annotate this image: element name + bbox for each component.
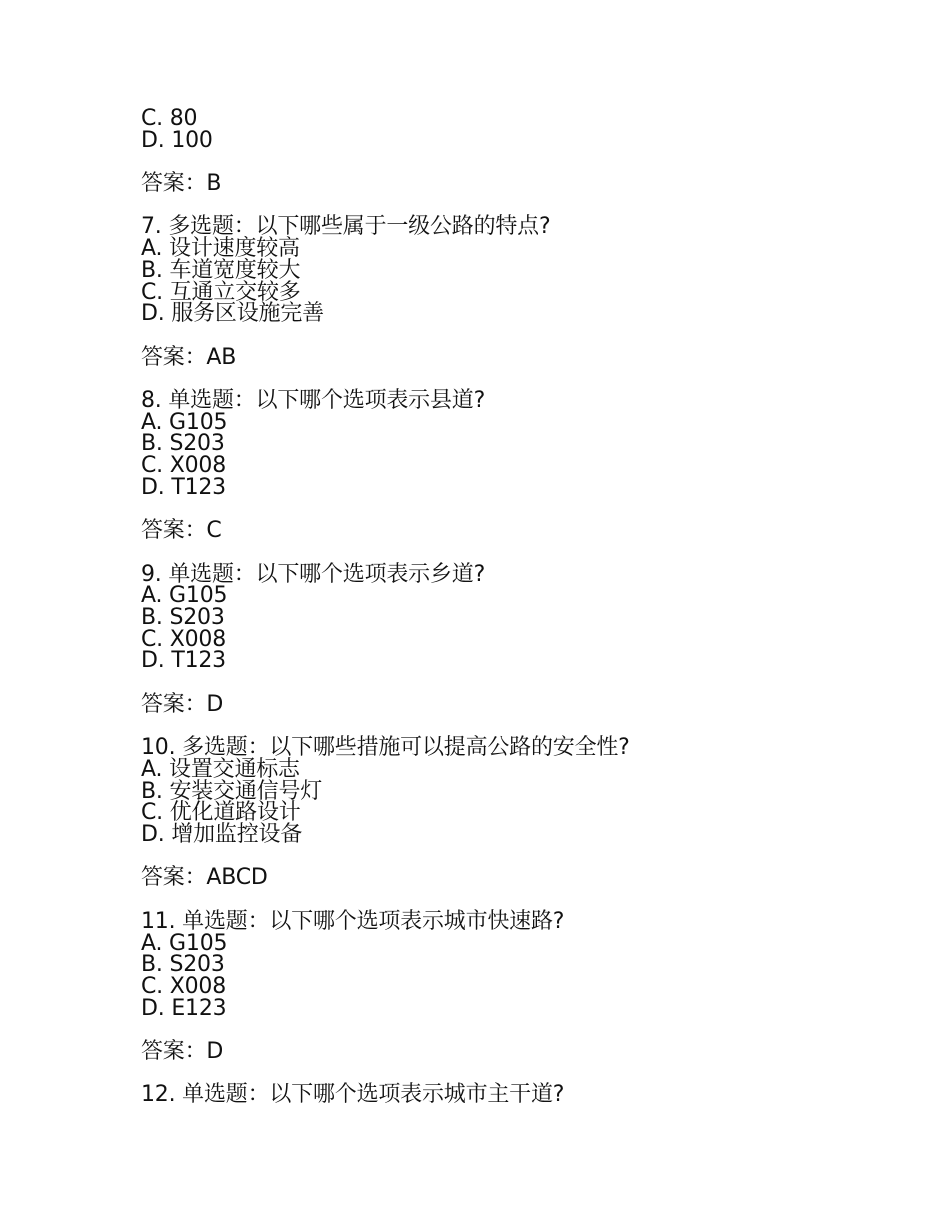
- option-line: B. S203: [141, 605, 225, 631]
- spacer: [141, 542, 841, 564]
- answer-line: 答案：C: [141, 518, 222, 544]
- spacer: [141, 368, 841, 390]
- question-text: 12. 单选题：以下哪个选项表示城市主干道?: [141, 1082, 565, 1108]
- option-line: B. 车道宽度较大: [141, 257, 301, 283]
- question-text: 10. 多选题：以下哪些措施可以提高公路的安全性?: [141, 735, 630, 761]
- answer-line: 答案：AB: [141, 344, 237, 370]
- spacer: [141, 151, 841, 173]
- spacer: [141, 889, 841, 911]
- option-line: C. 80: [141, 106, 198, 131]
- answer-line: 答案：ABCD: [141, 865, 268, 891]
- document-page: [141, 108, 841, 1106]
- answer-line: 答案：D: [141, 1039, 224, 1065]
- option-line: C. X008: [141, 973, 227, 999]
- answer-line: 答案：D: [141, 691, 224, 717]
- option-line: A. 设计速度较高: [141, 236, 300, 262]
- option-line: C. X008: [141, 453, 227, 479]
- option-line: C. 优化道路设计: [141, 800, 301, 826]
- spacer: [141, 325, 841, 347]
- option-line: A. G105: [141, 409, 228, 435]
- spacer: [141, 846, 841, 868]
- option-line: D. T123: [141, 474, 226, 500]
- answer-line: 答案：B: [141, 171, 222, 197]
- option-line: A. 设置交通标志: [141, 756, 300, 782]
- option-line: D. T123: [141, 648, 226, 674]
- option-line: D. E123: [141, 995, 227, 1021]
- question-block-11: [141, 908, 841, 1085]
- question-block-9: [141, 561, 841, 738]
- question-block-7: [141, 216, 841, 390]
- spacer: [141, 716, 841, 738]
- option-line: C. 互通立交较多: [141, 279, 301, 305]
- question-block-10: [141, 737, 841, 911]
- question-text: 7. 多选题：以下哪些属于一级公路的特点?: [141, 214, 551, 240]
- question-text: 8. 单选题：以下哪个选项表示县道?: [141, 388, 486, 414]
- option-line: B. 安装交通信号灯: [141, 778, 323, 804]
- spacer: [141, 195, 841, 217]
- option-line: A. G105: [141, 930, 228, 956]
- option-line: C. X008: [141, 626, 227, 652]
- question-block-8: [141, 390, 841, 564]
- question-block-12: [141, 1084, 841, 1106]
- question-text: 11. 单选题：以下哪个选项表示城市快速路?: [141, 908, 565, 934]
- spacer: [141, 672, 841, 694]
- spacer: [141, 499, 841, 521]
- spacer: [141, 1063, 841, 1085]
- question-text: 9. 单选题：以下哪个选项表示乡道?: [141, 561, 486, 587]
- option-line: B. S203: [141, 431, 225, 457]
- spacer: [141, 1019, 841, 1041]
- option-line: D. 增加监控设备: [141, 822, 303, 848]
- lead-block: [141, 108, 841, 216]
- option-line: B. S203: [141, 952, 225, 978]
- option-line: D. 服务区设施完善: [141, 301, 324, 327]
- option-line: A. G105: [141, 583, 228, 609]
- option-line: D. 100: [141, 127, 213, 153]
